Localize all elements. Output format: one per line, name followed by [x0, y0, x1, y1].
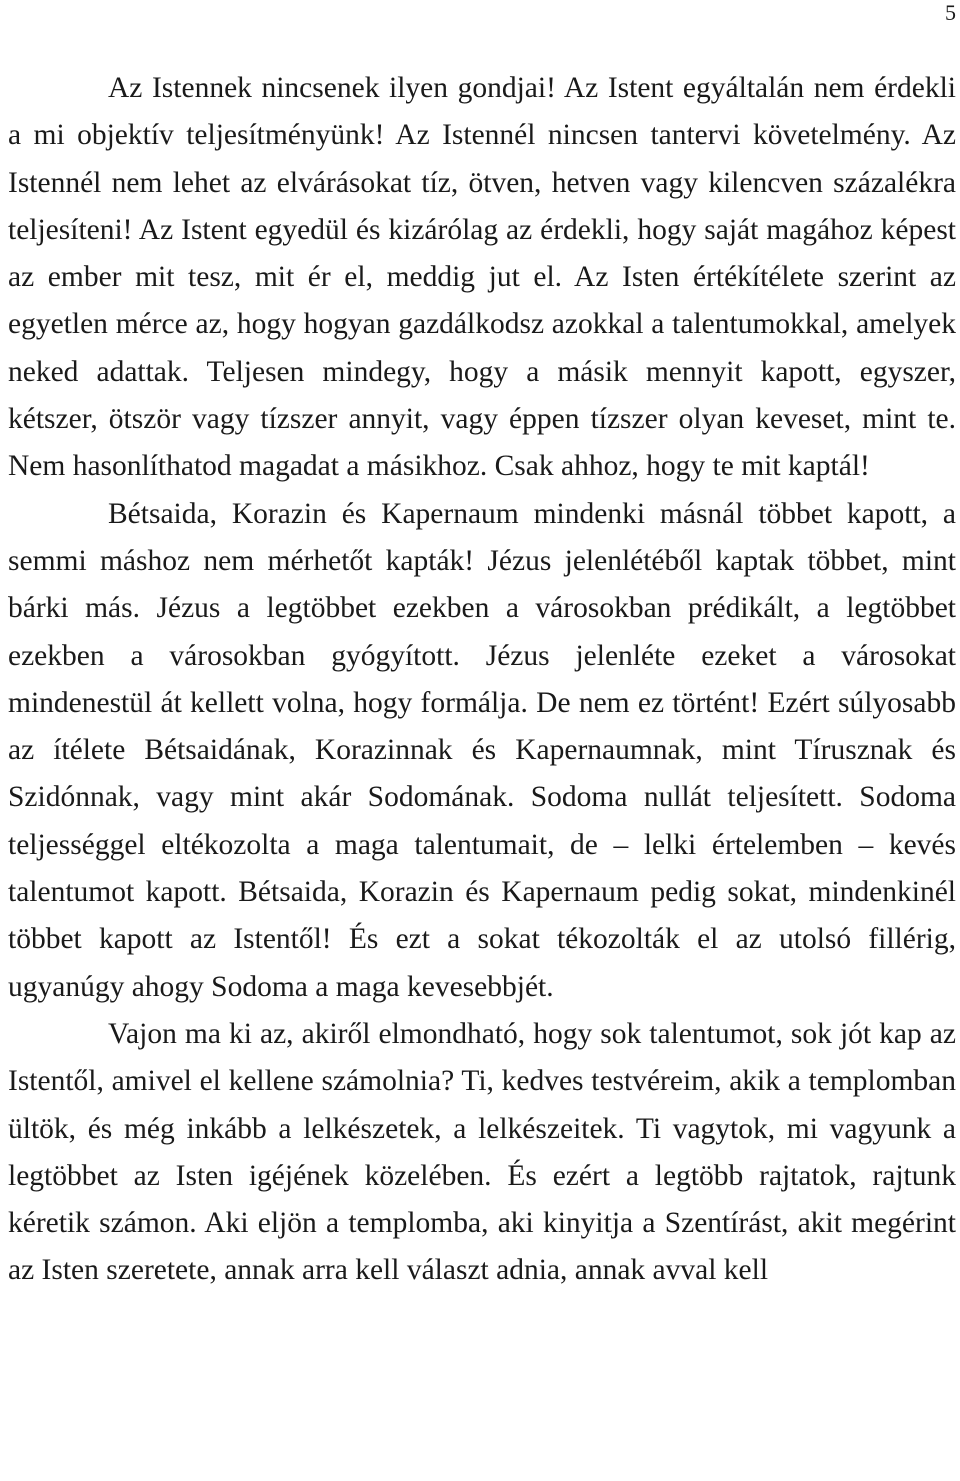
- paragraph-bethsaida-korazin-capernaum: Bétsaida, Korazin és Kapernaum mindenki másnál többet kapott, a semmi máshoz nem mérhetőt kapták! Jézus jelenlétéből kaptak többet, mint bárki más. Jézus a legtöbbet ezekben a városokban prédikált, a legtöbbet ezekben a városokban gyógyított. Jézus jelenléte ezeket a városokat mindenestül át kellett volna, hogy formálja. De nem ez történt! Ezért súlyosabb az ítélete Bétsaidának, Korazinnak és Kapernaumnak, mint Tírusznak és Szidónnak, vagy mint akár Sodomának. Sodoma nullát teljesített. Sodoma teljességgel eltékozolta a maga talentumait, de – lelki értelemben – kevés talentumot kapott. Bétsaida, Korazin és Kapernaum pedig sokat, mindenkinél többet kapott az Istentől! És ezt a sokat tékozolták el az utolsó fillérig, ugyanúgy ahogy Sodoma a maga kevesebbjét.: [8, 497, 956, 1003]
- page-body: [8, 65, 956, 1295]
- paragraph-god-no-requirements: Az Istennek nincsenek ilyen gondjai! Az Istent egyáltalán nem érdekli a mi objektív teljesítményünk! Az Istennél nincsen tantervi követelmény. Az Istennél nem lehet az elvárásokat tíz, ötven, hetven vagy kilencven százalékra teljesíteni! Az Istent egyedül és kizárólag az érdekli, hogy saját magához képest az ember mit tesz, mit ér el, meddig jut el. Az Isten értékítélete szerint az egyetlen mérce az, hogy hogyan gazdálkodsz azokkal a talentumokkal, amelyek neked adattak. Teljesen mindegy, hogy a másik mennyit kapott, egyszer, kétszer, ötször vagy tízszer annyit, vagy éppen tízszer olyan keveset, mint te. Nem hasonlíthatod magadat a másikhoz. Csak ahhoz, hogy te mit kaptál!: [8, 72, 956, 483]
- paragraph-who-receives-many-talents: Vajon ma ki az, akiről elmondható, hogy sok talentumot, sok jót kap az Istentől, amivel el kellene számolnia? Ti, kedves testvéreim, akik a templomban ültök, és még inkább a lelkészetek, a lelkészeitek. Ti vagytok, mi vagyunk a legtöbbet az Isten igéjének közelében. És ezért a legtöbb rajtatok, rajtunk kéretik számon. Aki eljön a templomba, aki kinyitja a Szentírást, akit megérint az Isten szeretete, annak arra kell választ adnia, annak avval kell: [8, 1017, 956, 1287]
- page-number: 5: [945, 0, 956, 25]
